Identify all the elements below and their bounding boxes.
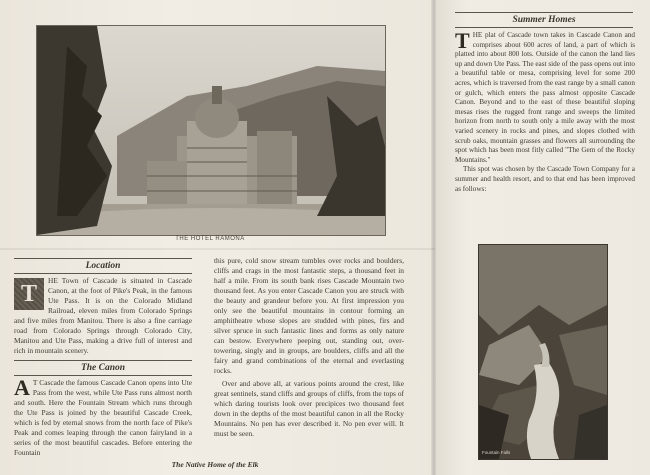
waterfall-photo [478, 244, 608, 460]
canon-continued-column [214, 256, 404, 439]
location-paragraph [14, 276, 192, 356]
location-drop-cap: T [14, 278, 44, 310]
canon-text: T Cascade the famous Cascade Canon opens into Ute Pass from the west, while Ute Pass runs almost north and south. Here the Fountain Stream which runs through the Ute Pass is joined by the beautiful Cascade Creek, which is fed by eternal snows from the north face of Pike's Peak and comes leaping through the canon fairyland in a series of the most beautiful cascades. Before entering the Fountain [14, 378, 192, 457]
hotel-photo-caption: THE HOTEL RAMONA [175, 236, 245, 242]
summer-homes-text-2: This spot was chosen by the Cascade Town Company for a summer and health resort, and to that end has been improved as follows: [455, 165, 635, 193]
page-crease [0, 248, 435, 250]
page-footer: The Native Home of the Elk [171, 460, 259, 469]
canon-crest-text: Over and above all, at various points around the crest, like great sentinels, stand cliffs and groups of cliffs, from the tops of which daring tourists look over precipices two thousand feet down in the depths of the most beautiful canon in all the Rocky Mountains. No pen has ever described it. No pen ever will. It must be seen. [214, 379, 404, 438]
canon-continued-text: this pure, cold snow stream tumbles over rocks and boulders, cliffs and crags in the most fantastic steps, a thousand feet in half a mile. From its south bank rises Cascade Mountain two thousand feet. As you enter Cascade Canon you are struck with the beauty and grandeur before you. At first impression you only see the beautiful mountains in contour forming an amphitheatre whose slopes are studded with pines, firs and silver spruce in such fantastic lines and forms as only nature can bestow. Everywhere peeping out, standing out, over-towering, singly and in groups, are boulders, cliffs and all the fairy and grand combinations of the eternal and everlasting rocks. [214, 256, 404, 375]
canon-paragraph [14, 375, 192, 458]
summer-homes-drop-cap: T [455, 28, 470, 53]
summer-homes-heading: Summer Homes [455, 12, 633, 28]
location-heading: Location [14, 258, 192, 274]
summer-homes-paragraph [455, 28, 635, 194]
page-fold [431, 0, 437, 475]
location-text: HE Town of Cascade is situated in Cascade Canon, at the foot of Pike's Peak, in the famous Ute Pass. It is on the Colorado Midland Railroad, eleven miles from Colorado Springs and five miles from Manitou. There is also a fine carriage road from Colorado Springs through Colorado City, Manitou and Ute Pass, making a drive full of interest and rich in mountain scenery. [14, 276, 192, 355]
waterfall-photo-caption: Fountain Falls [482, 450, 511, 455]
canon-drop-cap: A [14, 375, 30, 400]
summer-homes-text: HE plat of Cascade town takes in Cascade Canon and comprises about 600 acres of land, a part of which is platted into about 800 lots. Outside of the canon the land lies up and down Ute Pass. The east side of the pass opens out into a beautiful table or mesa, comprising level for some 200 acres, which is traversed from the east range by a small canon or gulch, which enters the pass almost opposite Cascade Canon. Beyond and to the east of these beautiful sloping mesas rises the rugged front range and sweeps the limited horizon from north to south only a mile away with the most varied scenery in rocks and pines, and slopes clothed with scrub oaks, mountain grasses and flowers all surrounding the spot which has been most fitly called "The Gem of the Rocky Mountains." [455, 31, 635, 164]
canon-heading: The Canon [14, 360, 192, 376]
hotel-ramona-photo [36, 25, 386, 236]
